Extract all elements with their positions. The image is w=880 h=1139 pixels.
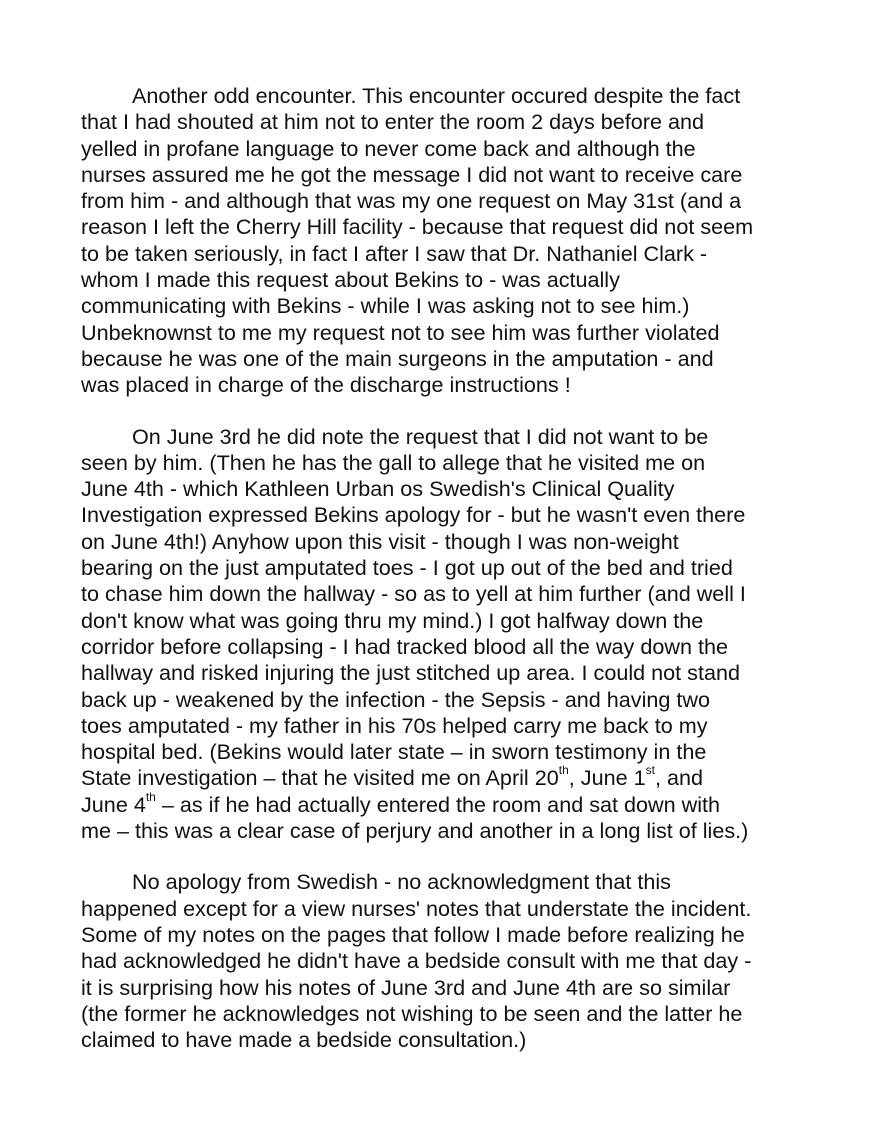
document-body: [81, 83, 801, 1078]
text-segment: State investigation – that he visited me on April 20: [81, 765, 559, 791]
paragraph-2: [81, 424, 801, 845]
ordinal-superscript: th: [145, 789, 156, 804]
text-line: Investigation expressed Bekins apology for - but he wasn't even there: [81, 502, 746, 528]
text-line: it is surprising how his notes of June 3rd and June 4th are so similar: [81, 974, 731, 1000]
text-line: me – this was a clear case of perjury and another in a long list of lies.): [81, 818, 749, 844]
paragraph-1: [81, 83, 801, 399]
text-line: communicating with Bekins - while I was asking not to see him.): [81, 293, 690, 319]
text-line: bearing on the just amputated toes - I got up out of the bed and tried: [81, 555, 733, 581]
text-line-with-superscripts: [81, 789, 801, 818]
text-line: No apology from Swedish - no acknowledgment that this: [132, 869, 671, 895]
text-line: Some of my notes on the pages that follow I made before realizing he: [81, 921, 745, 947]
text-line: (the former he acknowledges not wishing to be seen and the latter he: [81, 1000, 743, 1026]
text-line: had acknowledged he didn't have a bedside consult with me that day -: [81, 948, 752, 974]
text-line: Unbeknownst to me my request not to see him was further violated: [81, 319, 720, 345]
text-segment: – as if he had actually entered the room and sat down with: [155, 791, 721, 817]
text-line: from him - and although that was my one request on May 31st (and a: [81, 188, 742, 214]
text-line: because he was one of the main surgeons in the amputation - and: [81, 345, 714, 371]
text-line: was placed in charge of the discharge instructions !: [81, 372, 571, 398]
text-line: On June 3rd he did note the request that I did not want to be: [132, 423, 709, 449]
text-line: hospital bed. (Bekins would later state – in sworn testimony in the: [81, 739, 707, 765]
text-segment: June 4: [81, 791, 146, 817]
text-line: to chase him down the hallway - so as to yell at him further (and well I: [81, 581, 746, 607]
ordinal-superscript: th: [558, 763, 569, 778]
ordinal-superscript: st: [645, 763, 655, 778]
text-line: reason I left the Cherry Hill facility - because that request did not seem: [81, 214, 754, 240]
text-line: yelled in profane language to never come back and although the: [81, 135, 696, 161]
text-line: happened except for a view nurses' notes that understate the incident.: [81, 895, 752, 921]
text-line: hallway and risked injuring the just stitched up area. I could not stand: [81, 660, 740, 686]
text-line: corridor before collapsing - I had tracked blood all the way down the: [81, 633, 728, 659]
text-line: back up - weakened by the infection - the Sepsis - and having two: [81, 686, 710, 712]
paragraph-3: [81, 869, 801, 1053]
text-line: on June 4th!) Anyhow upon this visit - though I was non-weight: [81, 528, 679, 554]
text-line: seen by him. (Then he has the gall to allege that he visited me on: [81, 449, 706, 475]
text-line: Another odd encounter. This encounter occured despite the fact: [132, 83, 741, 108]
text-segment: , June 1: [568, 765, 646, 791]
text-line-with-superscripts: [81, 765, 801, 791]
text-segment: , and: [654, 765, 703, 791]
text-line: June 4th - which Kathleen Urban os Swedish's Clinical Quality: [81, 476, 675, 502]
text-line: claimed to have made a bedside consultation.): [81, 1027, 527, 1053]
text-line: nurses assured me he got the message I did not want to receive care: [81, 161, 743, 187]
text-line: don't know what was going thru my mind.) I got halfway down the: [81, 607, 704, 633]
text-line: that I had shouted at him not to enter the room 2 days before and: [81, 109, 705, 135]
text-line: toes amputated - my father in his 70s helped carry me back to my: [81, 712, 708, 738]
text-line: to be taken seriously, in fact I after I saw that Dr. Nathaniel Clark -: [81, 240, 708, 266]
text-line: whom I made this request about Bekins to - was actually: [81, 267, 620, 293]
